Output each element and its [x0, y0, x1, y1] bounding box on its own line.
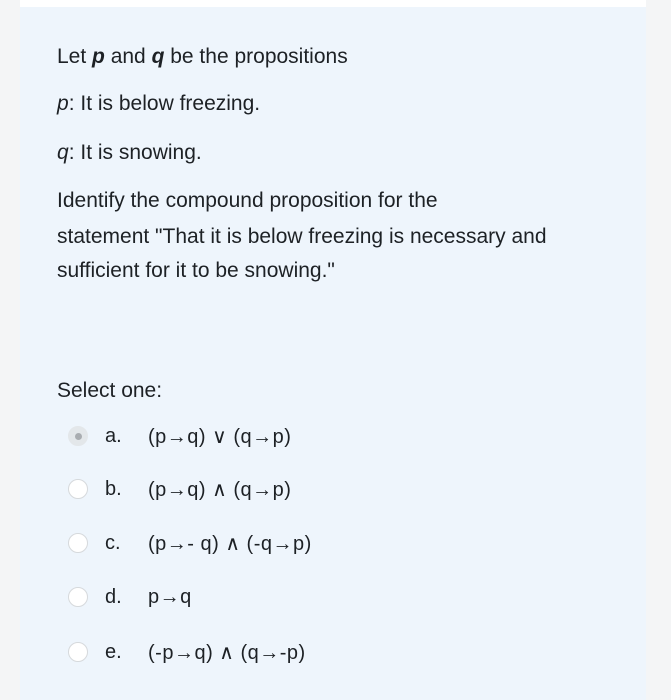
- option-c[interactable]: [68, 528, 312, 558]
- top-strip: [20, 0, 646, 7]
- var-p: p: [92, 45, 105, 68]
- q-definition: [57, 140, 202, 166]
- p-def: : It is below freezing.: [68, 92, 261, 115]
- intro-and: and: [104, 45, 152, 68]
- option-formula: (p→q) ∧ (q→p): [148, 478, 292, 501]
- option-b[interactable]: [68, 474, 291, 504]
- option-letter: c.: [105, 531, 121, 554]
- p-definition: [57, 91, 260, 117]
- q-def: : It is snowing.: [68, 141, 202, 164]
- option-d[interactable]: [68, 582, 192, 612]
- q-label: q: [57, 141, 69, 164]
- option-letter: a.: [105, 424, 122, 447]
- option-letter: e.: [105, 640, 122, 663]
- prompt-line-1: Identify the compound proposition for the: [57, 189, 438, 212]
- option-formula: p→q: [148, 585, 192, 608]
- radio-icon[interactable]: [68, 479, 88, 499]
- intro-prefix: Let: [57, 45, 93, 68]
- radio-icon[interactable]: [68, 587, 88, 607]
- select-one-label: Select one:: [57, 379, 163, 402]
- option-formula: (p→- q) ∧ (-q→p): [148, 532, 312, 555]
- radio-icon[interactable]: [68, 533, 88, 553]
- option-a[interactable]: [68, 421, 291, 451]
- option-letter: b.: [105, 477, 122, 500]
- radio-selected-icon[interactable]: [68, 426, 88, 446]
- radio-icon[interactable]: [68, 642, 88, 662]
- p-label: p: [57, 92, 69, 115]
- prompt-line-2: statement "That it is below freezing is necessary and: [57, 225, 547, 248]
- intro-line: [57, 44, 348, 70]
- intro-suffix: be the propositions: [164, 45, 348, 68]
- option-e[interactable]: [68, 637, 306, 667]
- option-letter: d.: [105, 585, 122, 608]
- option-formula: (p→q) ∨ (q→p): [148, 425, 292, 448]
- prompt-line-3: sufficient for it to be snowing.": [57, 259, 335, 282]
- option-formula: (-p→q) ∧ (q→-p): [148, 641, 306, 664]
- var-q: q: [151, 45, 165, 68]
